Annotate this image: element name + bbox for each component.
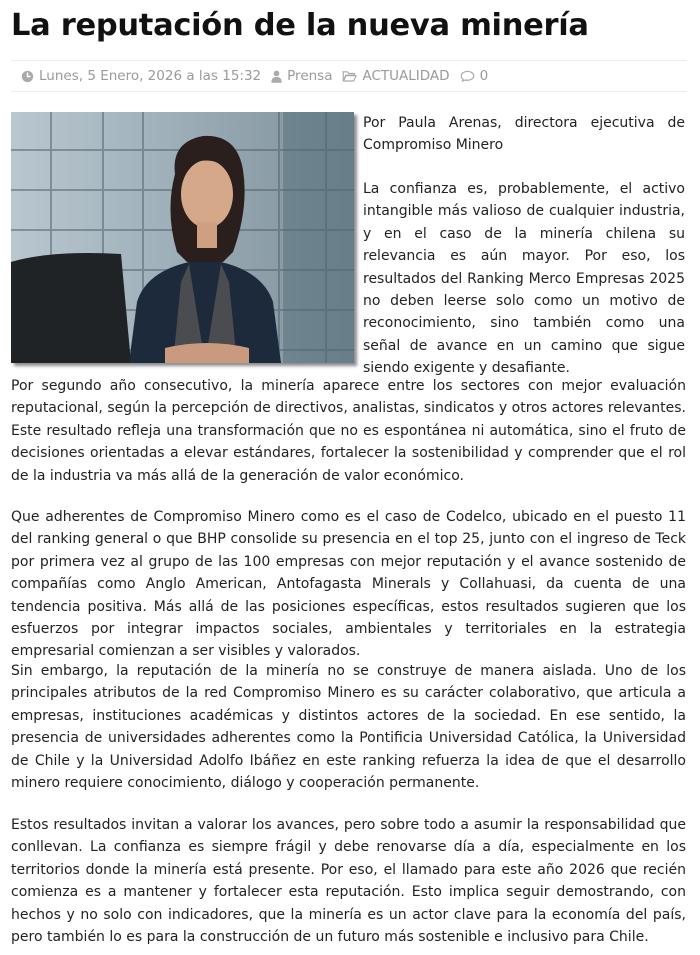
body-paragraph: Estos resultados invitan a valorar los avances, pero sobre todo a asumir la responsabilidad que conllevan. La confianza es siempre frágil y debe renovarse día a día, especialmente en los territorios donde la minería está presente. Por eso, el llamado para este año 2026 que recién comienza es a mantener y fortalecer esta reputación. Esto implica seguir demostrando, con hechos y no solo con indicadores, que la minería es un actor clave para la economía del país, pero también lo es para la construcción de un futuro más sostenible e inclusivo para Chile. — [11, 817, 686, 946]
post-meta — [11, 60, 687, 92]
article-title: La reputación de la nueva minería — [11, 8, 589, 43]
post-comments[interactable] — [460, 68, 489, 84]
comment-icon — [460, 70, 475, 82]
post-author-link[interactable]: Prensa — [287, 68, 333, 84]
author-portrait-illustration — [11, 112, 354, 363]
user-icon — [271, 70, 282, 83]
post-author[interactable] — [271, 68, 332, 84]
intro-paragraph: La confianza es, probablemente, el activo intangible más valioso de cualquier industria, y en el caso de la minería chilena su relevancia es aún mayor. Por eso, los resultados del Ranking Merco Empresas 2025 no deben leerse solo como un motivo de reconocimiento, sino también como una señal de avance en un camino que sigue siendo exigente y desafiante. — [363, 181, 685, 377]
byline-paragraph: Por Paula Arenas, directora ejecutiva de Compromiso Minero — [363, 115, 685, 154]
body-paragraph: Por segundo año consecutivo, la minería aparece entre los sectores con mejor evaluación reputacional, según la percepción de directivos, analistas, sindicatos y otros actores relevantes. Este resultado refleja una transformación que no es espontánea ni automática, sino el fruto de decisiones orientadas a elevar estándares, fortalecer la sostenibilidad y comprender que el rol de la industria va más allá de la generación de valor económico. — [11, 378, 686, 484]
body-paragraph: Que adherentes de Compromiso Minero como es el caso de Codelco, ubicado en el puesto 11 del ranking general o que BHP consolide su presencia en el top 25, junto con el ingreso de Teck por primera vez al grupo de las 100 empresas con mejor reputación y el avance sostenido de compañías como Anglo American, Antofagasta Minerals y Collahuasi, da cuenta de una tendencia positiva. Más allá de las posiciones específicas, estos resultados sugieren que los esfuerzos por integrar impactos sociales, ambientales y territoriales en la estrategia empresarial comienzan a ser visibles y valorados. — [11, 509, 686, 660]
folder-icon — [342, 70, 357, 82]
post-date — [21, 68, 261, 84]
post-category-link[interactable]: ACTUALIDAD — [362, 68, 450, 84]
author-photo — [11, 112, 354, 363]
body-paragraph: Sin embargo, la reputación de la minería no se construye de manera aislada. Uno de los principales atributos de la red Compromiso Minero es su carácter colaborativo, que articula a empresas, instituciones académicas y distintos actores de la sociedad. En ese sentido, la presencia de universidades adherentes como la Pontificia Universidad Católica, la Universidad de Chile y la Universidad Adolfo Ibáñez en este ranking refuerza la idea de que el desarrollo minero requiere conocimiento, diálogo y cooperación permanente. — [11, 663, 686, 792]
post-category[interactable] — [342, 68, 449, 84]
post-comments-count[interactable]: 0 — [479, 68, 489, 84]
clock-icon — [21, 70, 34, 83]
post-date-text: Lunes, 5 Enero, 2026 a las 15:32 — [39, 68, 262, 84]
